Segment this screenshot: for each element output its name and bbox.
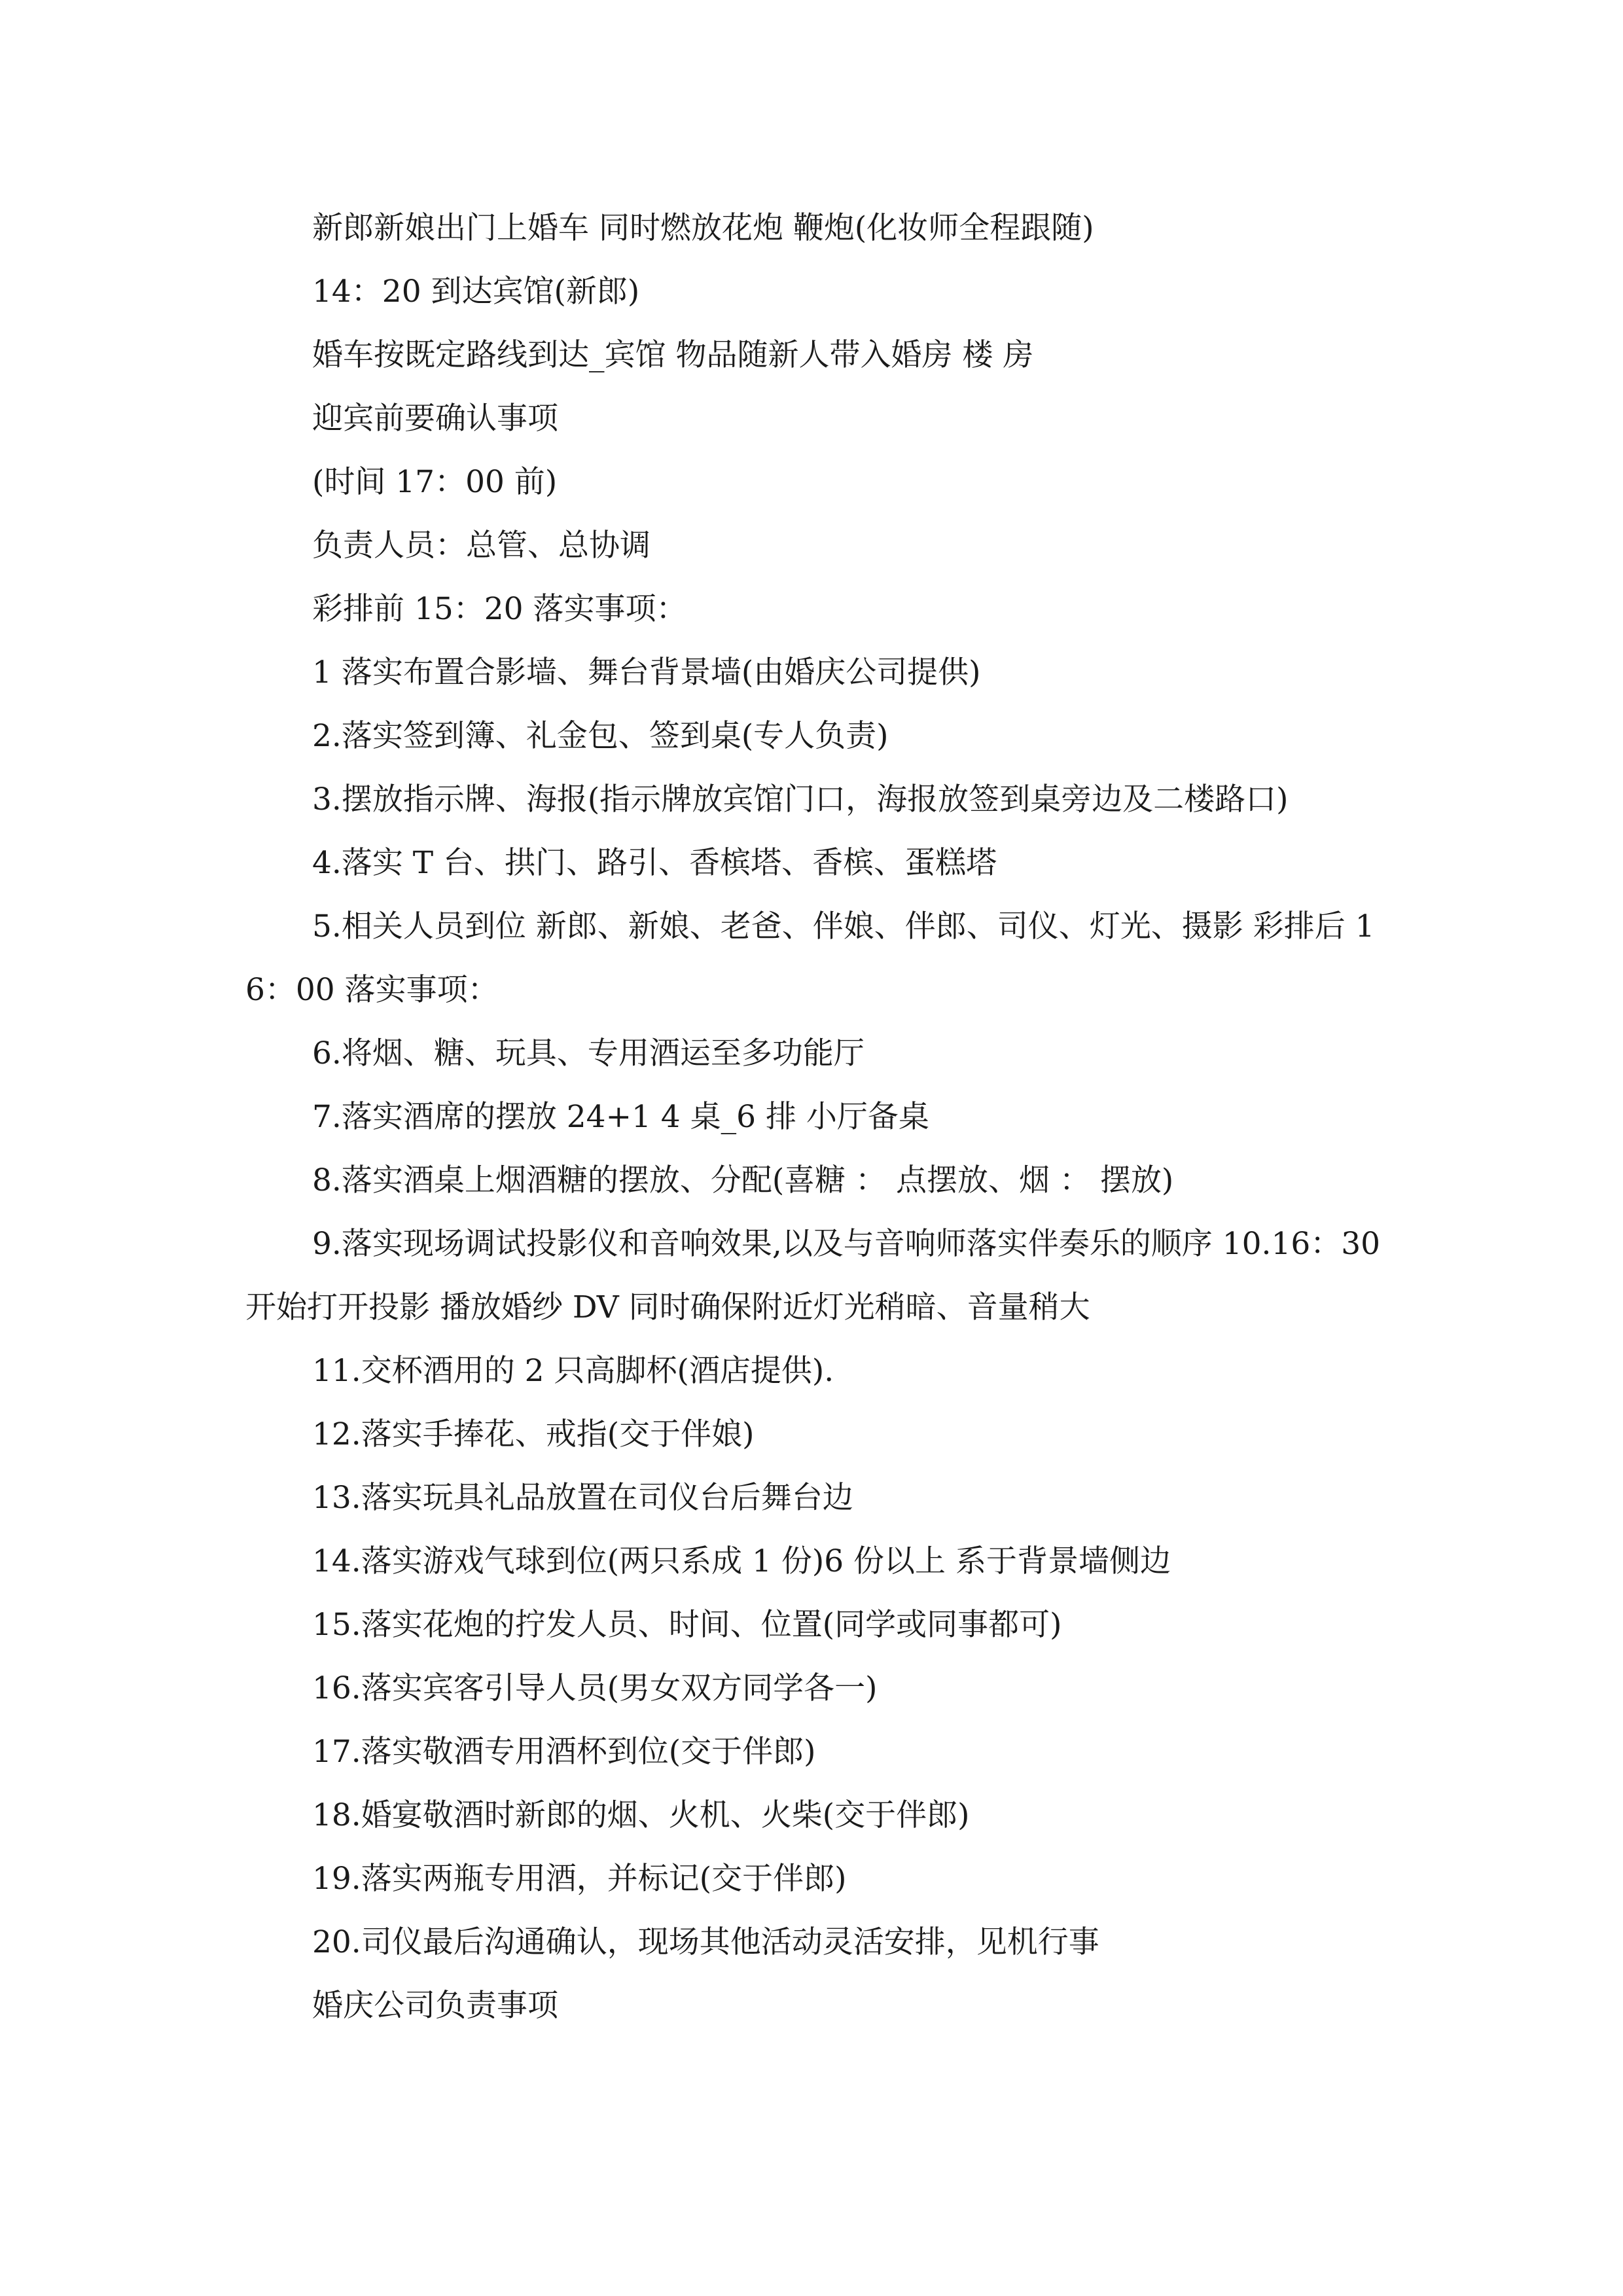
list-item: 2.落实签到簿、礼金包、签到桌(专人负责) bbox=[312, 718, 889, 754]
list-item: 4.落实 T 台、拱门、路引、香槟塔、香槟、蛋糕塔 bbox=[312, 845, 997, 881]
paragraph: 迎宾前要确认事项 bbox=[312, 401, 558, 437]
paragraph: 负责人员：总管、总协调 bbox=[312, 528, 651, 564]
section-heading: 婚庆公司负责事项 bbox=[312, 1988, 558, 2024]
list-item: 18.婚宴敬酒时新郎的烟、火机、火柴(交于伴郎) bbox=[312, 1797, 970, 1833]
list-item: 17.落实敬酒专用酒杯到位(交于伴郎) bbox=[312, 1734, 816, 1770]
list-item: 6.将烟、糖、玩具、专用酒运至多功能厅 bbox=[312, 1035, 865, 1071]
list-item: 9.落实现场调试投影仪和音响效果,以及与音响师落实伴奏乐的顺序 10.16：30 开始打开投影 播放婚纱 DV 同时确保附近灯光稍暗、音量稍大 bbox=[245, 1226, 1381, 1325]
list-item: 1 落实布置合影墙、舞台背景墙(由婚庆公司提供) bbox=[312, 655, 981, 691]
list-item: 8.落实酒桌上烟酒糖的摆放、分配(喜糖 ： 点摆放、烟 ： 摆放) bbox=[312, 1162, 1174, 1198]
list-item: 19.落实两瓶专用酒，并标记(交于伴郎) bbox=[312, 1861, 847, 1897]
list-item: 11.交杯酒用的 2 只高脚杯(酒店提供). bbox=[312, 1353, 834, 1389]
paragraph: 新郎新娘出门上婚车 同时燃放花炮 鞭炮(化妆师全程跟随) bbox=[312, 210, 1094, 246]
list-item: 13.落实玩具礼品放置在司仪台后舞台边 bbox=[312, 1480, 853, 1516]
list-item: 12.落实手捧花、戒指(交于伴娘) bbox=[312, 1416, 755, 1452]
list-item: 15.落实花炮的拧发人员、时间、位置(同学或同事都可) bbox=[312, 1607, 1062, 1643]
list-item: 14.落实游戏气球到位(两只系成 1 份)6 份以上 系于背景墙侧边 bbox=[312, 1543, 1171, 1579]
paragraph: 14：20 到达宾馆(新郎) bbox=[312, 274, 640, 310]
list-item: 5.相关人员到位 新郎、新娘、老爸、伴娘、伴郎、司仪、灯光、摄影 彩排后 16：00 落实事项： bbox=[245, 908, 1375, 1008]
paragraph: (时间 17：00 前) bbox=[312, 464, 558, 500]
paragraph: 婚车按既定路线到达_宾馆 物品随新人带入婚房 楼 房 bbox=[312, 337, 1034, 373]
document-body bbox=[245, 196, 1384, 2037]
list-item: 3.摆放指示牌、海报(指示牌放宾馆门口，海报放签到桌旁边及二楼路口) bbox=[312, 781, 1289, 817]
list-item: 20.司仪最后沟通确认，现场其他活动灵活安排，见机行事 bbox=[312, 1924, 1099, 1960]
list-item: 7.落实酒席的摆放 24+1 4 桌_6 排 小厅备桌 bbox=[312, 1099, 929, 1135]
paragraph: 彩排前 15：20 落实事项： bbox=[312, 591, 687, 627]
list-item: 16.落实宾客引导人员(男女双方同学各一) bbox=[312, 1670, 878, 1706]
